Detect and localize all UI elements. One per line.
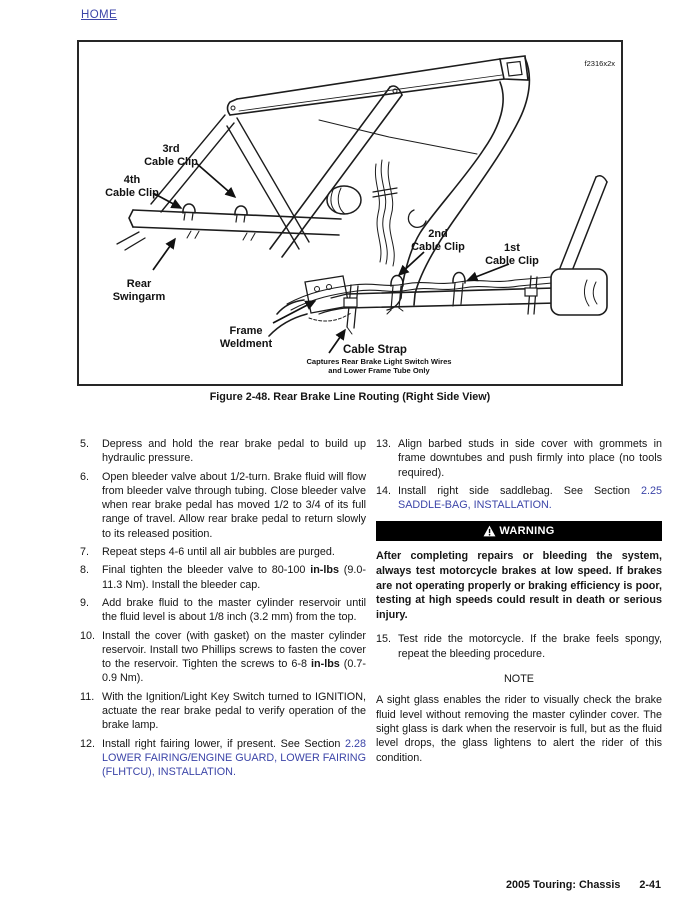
item-number: 13. <box>376 438 392 450</box>
page-footer <box>506 879 661 891</box>
item-text-part: Final tighten the bleeder valve to 80-100 <box>102 564 311 577</box>
item-number: 7. <box>80 546 90 559</box>
list-item-10 <box>80 629 366 686</box>
item-text <box>102 737 366 780</box>
item-text-part: Install right side saddlebag. See Section <box>398 484 641 497</box>
label-cable-strap-note: and Lower Frame Tube Only <box>328 366 430 375</box>
item-text: Align barbed studs in side cover with grommets in frame downtubes and push firmly into place (no tools required). <box>398 438 662 479</box>
frame-line-art <box>117 56 607 336</box>
torque-unit-bold: in-lbs <box>310 564 339 577</box>
label-4th-cable-clip: 4th <box>123 174 141 186</box>
warning-triangle-icon <box>483 525 496 537</box>
item-text: Repeat steps 4-6 until all air bubbles are purged. <box>102 546 335 559</box>
figure-box <box>77 40 623 386</box>
warning-banner <box>376 521 662 541</box>
item-text-part: (0.7-0.9 Nm). <box>102 658 366 685</box>
item-text: Test ride the motorcycle. If the brake feels spongy, repeat the bleeding procedure. <box>398 633 662 660</box>
warning-title: WARNING <box>499 525 555 538</box>
item-number: 14. <box>376 484 392 497</box>
home-link[interactable]: HOME <box>81 9 118 21</box>
item-text <box>398 484 662 513</box>
item-text-part: Install right fairing lower, if present. See Section <box>102 737 345 750</box>
label-frame-weldment: Frame <box>229 325 263 337</box>
list-item-5 <box>80 437 366 466</box>
label-cable-strap-note: Captures Rear Brake Light Switch Wires <box>306 357 452 366</box>
item-number: 8. <box>80 564 90 577</box>
item-text-part: (9.0-11.3 Nm). Install the bleeder cap. <box>102 564 366 591</box>
item-text: With the Ignition/Light Key Switch turned to IGNITION, actuate the rear brake pedal to verify operation of the brake lamp. <box>102 690 366 732</box>
label-4th-cable-clip: Cable Clip <box>105 187 159 199</box>
label-2nd-cable-clip: 2nd <box>428 228 448 240</box>
label-rear-swingarm: Swingarm <box>112 291 166 303</box>
list-item-9 <box>80 596 366 625</box>
item-number: 11. <box>80 690 95 703</box>
section-link-saddlebag[interactable]: 2.25 SADDLE-BAG, INSTALLATION. <box>398 484 662 512</box>
rear-brake-line-routing-diagram <box>79 42 621 384</box>
item-number: 9. <box>80 596 90 609</box>
item-number: 12. <box>80 737 96 750</box>
label-3rd-cable-clip: Cable Clip <box>144 156 198 168</box>
item-text <box>102 629 366 686</box>
list-item-8 <box>80 563 366 592</box>
label-2nd-cable-clip: Cable Clip <box>411 241 465 253</box>
label-frame-weldment: Weldment <box>219 338 273 350</box>
footer-page-number: 2-41 <box>639 879 661 891</box>
item-number: 5. <box>80 438 90 450</box>
footer-section-title: 2005 Touring: Chassis <box>505 879 621 891</box>
item-text: Depress and hold the rear brake pedal to build up hydraulic pressure. <box>102 438 366 465</box>
item-text <box>102 563 366 592</box>
list-item-14 <box>376 484 662 513</box>
figure-caption: Figure 2-48. Rear Brake Line Routing (Right Side View) <box>209 391 491 403</box>
figure-code: f2316x2x <box>584 59 615 68</box>
right-column <box>376 437 662 784</box>
label-1st-cable-clip: Cable Clip <box>485 255 539 267</box>
left-column <box>80 437 366 784</box>
item-number: 6. <box>80 470 90 483</box>
list-item-13 <box>376 437 662 480</box>
list-item-7 <box>80 545 366 559</box>
note-heading: NOTE <box>504 673 534 686</box>
torque-unit-bold: in-lbs <box>311 658 340 671</box>
item-text: Add brake fluid to the master cylinder reservoir until the fluid level is about 1/8 inch (3.2 mm) from the top. <box>102 596 366 624</box>
list-item-11 <box>80 690 366 733</box>
label-cable-strap: Cable Strap <box>343 344 407 356</box>
label-rear-swingarm: Rear <box>126 278 152 290</box>
label-3rd-cable-clip: 3rd <box>162 143 180 155</box>
section-link-lower-fairing[interactable]: 2.28 LOWER FAIRING/ENGINE GUARD, LOWER FAIRING (FLHTCU), INSTALLATION. <box>102 737 366 779</box>
label-1st-cable-clip: 1st <box>504 242 520 254</box>
procedure-columns <box>80 437 662 784</box>
list-item-6 <box>80 470 366 541</box>
item-number: 10. <box>80 629 96 642</box>
list-item-12 <box>80 737 366 780</box>
note-text: A sight glass enables the rider to visually check the brake fluid level without removing the master cylinder cover. The sight glass is dark when the reservoir is full, but as the fluid level drops, the glass lightens to alert the rider of this condition. <box>376 694 662 764</box>
item-text-part: Install the cover (with gasket) on the master cylinder reservoir. Install two Phillips screws to fasten the cover to the reservoir. Tighten the screws to 6-8 <box>102 629 366 671</box>
item-text: Open bleeder valve about 1/2-turn. Brake fluid will flow from bleeder valve through tubing. Close bleeder valve when rear brake pedal has moved 1/2 to 3/4 of its full range of travel. Allow rear brake pedal to return slowly to its released position. <box>102 470 366 540</box>
list-item-15 <box>376 632 662 661</box>
item-number: 15. <box>376 633 392 646</box>
warning-text: After completing repairs or bleeding the system, always test motorcycle brakes at low speed. If brakes are not operating properly or braking efficiency is poor, testing at high speeds could result in death or serious injury. <box>376 550 662 621</box>
